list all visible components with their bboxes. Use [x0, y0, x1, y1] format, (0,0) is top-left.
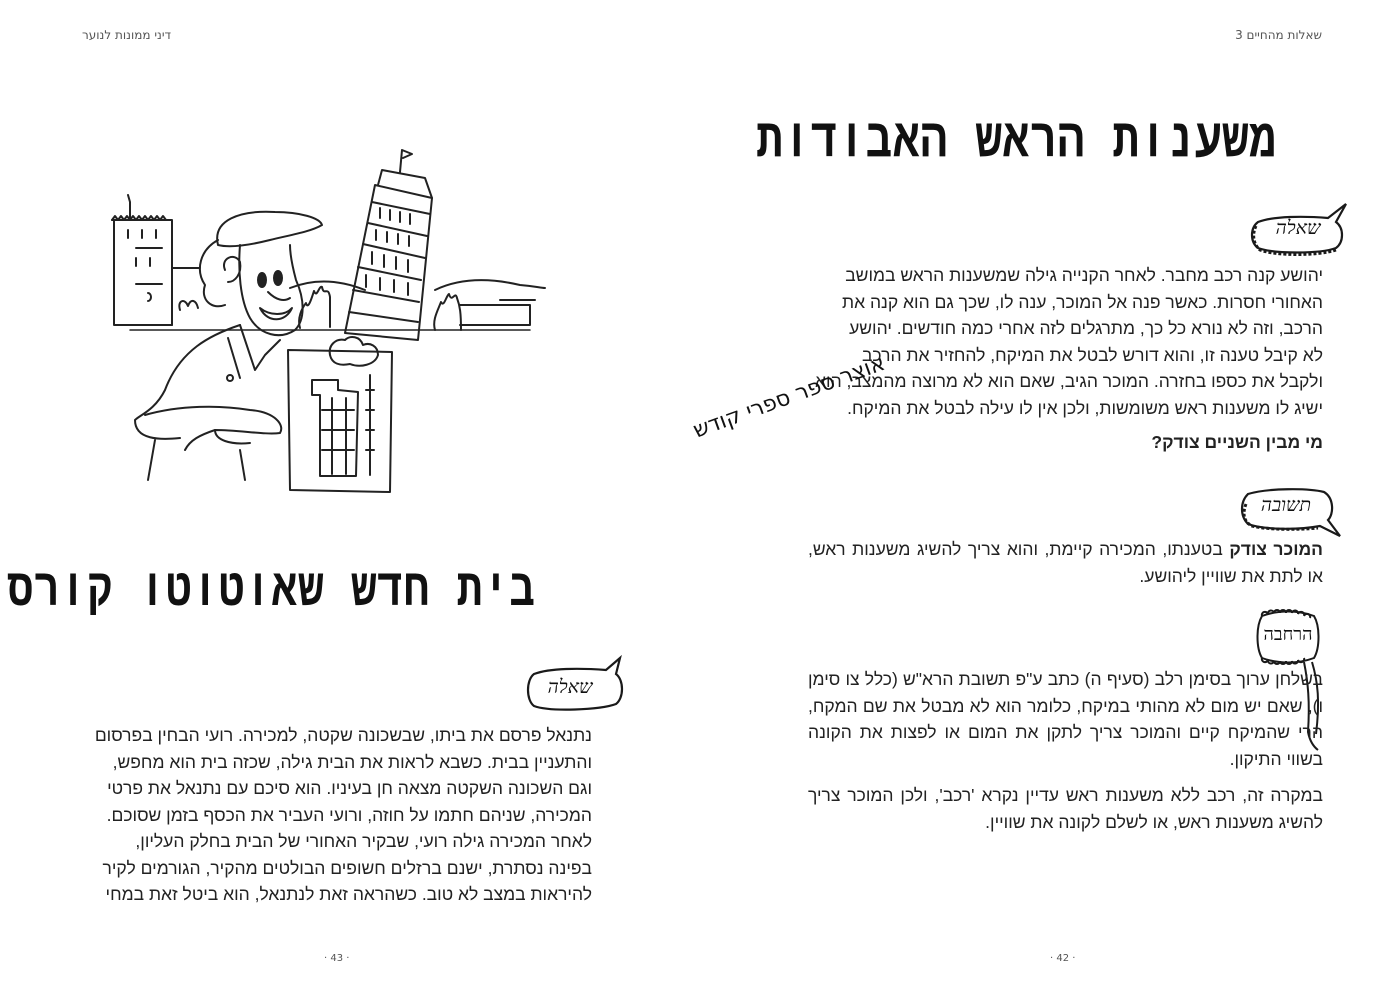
question-text-right [808, 262, 1323, 456]
question-prompt: מי מבין השניים צודק? [1151, 432, 1323, 452]
running-head-left: דיני ממונות לנוער [82, 28, 172, 42]
text-line: ישיג לו משענות ראש משומשות, ולכן אין לו עילה לבטל את המיקח. [847, 397, 1323, 418]
question-label-left: שאלה [547, 676, 593, 698]
question-bubble-right [1248, 202, 1352, 258]
page-number-right: · 42 · [1050, 953, 1076, 964]
answer-label: תשובה [1260, 494, 1312, 516]
watermark-stamp: אוצר ספר ספרי קודש [690, 350, 889, 444]
chapter-title-right: משענות הראש האבודות [756, 106, 1277, 169]
question-bubble-left [520, 652, 630, 718]
text-line: האחורי חסרות. כאשר פנה אל המוכר, ענה לו, שכך גם הוא קנה את [842, 291, 1323, 312]
answer-bubble [1238, 484, 1342, 540]
text-line: להיראות במצב לא טוב. כשהראה זאת לנתנאל, הוא ביטל זאת במחי [105, 884, 592, 904]
right-page [700, 0, 1400, 999]
running-head-right: שאלות מהחיים 3 [1235, 28, 1322, 42]
chapter-title-left: בית חדש שאוטוטו קורס [7, 558, 536, 618]
illustration-pisa-boy [100, 140, 580, 510]
text-line: הרכב, וזה לא נורא כל כך, מתרגלים לזה אחרי כמה חודשים. יהושע [849, 318, 1323, 338]
answer-text [808, 536, 1323, 599]
text-line: נתנאל פרסם את ביתו, שבשכונה שקטה, למכירה. רועי הבחין בפרסום [94, 725, 592, 745]
question-text-left [80, 722, 592, 908]
text-line: יהושע קנה רכב מחבר. לאחר הקנייה גילה שמשענות הראש במושב [845, 265, 1323, 285]
answer-body: בטענתו, המכירה קיימת, והוא צריך להשיג משענות ראש, או לתת את שוויין ליהושע. [808, 539, 1323, 586]
expansion-label: הרחבה [1263, 624, 1313, 645]
expansion-paragraph: במקרה זה, רכב ללא משענות ראש עדיין נקרא 'רכב', ולכן המוכר צריך להשיג משענות ראש, או לשלם לקונה את שוויין. [808, 785, 1323, 832]
cartoon-illustration-icon [100, 140, 580, 510]
text-line: והתעניין בבית. כשבא לראות את הבית גילה, שכזה בית הוא מחפש, [112, 751, 592, 772]
page-number-left: · 43 · [324, 953, 350, 964]
question-label-right: שאלה [1275, 217, 1321, 239]
text-line: המכירה, שניהם חתמו על חוזה, ורועי העביר את הכסף בזמן שסוכם. [106, 804, 592, 825]
text-line: ולקבל את כספו בחזרה. המוכר הגיב, שאם הוא לא מרוצה מהמצב, הוא [815, 371, 1323, 391]
text-line: וגם השכונה השקטה מצאה חן בעיניו. הוא סיכם עם נתנאל את פרטי [107, 778, 592, 798]
expansion-text [808, 666, 1323, 845]
text-line: לא קיבל טענה זו, והוא דורש לבטל את המיקח, להחזיר את הרכב [861, 344, 1323, 365]
text-line: בפינה נסתרת, ישנם ברזלים חשופים הבולטים מהקיר, הגורמים לקיר [102, 857, 592, 878]
expansion-paragraph: בשלחן ערוך בסימן רלב (סעיף ה) כתב ע"פ תשובת הרא"ש (כלל צו סימן ו), שאם יש מום לא מהותי במיקח, כלומר הוא לא מבטל את שם המקח, הרי שהמיקח קיים והמוכר צריך לתקן את המום או לפצות את הקונה בשווי התיקון. [808, 669, 1323, 769]
text-line: לאחר המכירה גילה רועי, שבקיר האחורי של הבית בחלק העליון, [135, 831, 592, 851]
answer-verdict: המוכר צודק [1229, 539, 1324, 559]
